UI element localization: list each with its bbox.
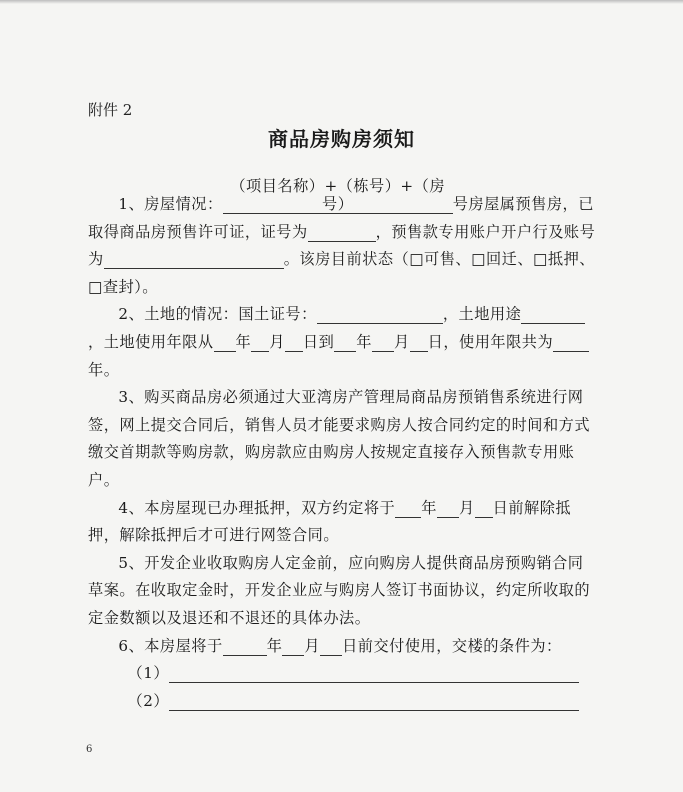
section-6 [88, 633, 598, 661]
s4-year: 年 [421, 498, 437, 517]
s2-to: 到 [318, 332, 335, 351]
s2-day-1: 日 [302, 332, 319, 351]
s2-text-e: 年。 [88, 360, 120, 379]
project-info-hint: （项目名称）+（栋号）+（房号） [230, 177, 446, 213]
status-option-available[interactable]: □可售、 [409, 250, 472, 269]
delivery-month-blank[interactable] [282, 637, 304, 656]
condition-1-blank[interactable] [169, 664, 579, 683]
attachment-label: 附件 2 [88, 101, 133, 119]
permit-number-blank[interactable] [308, 223, 376, 242]
from-month-blank[interactable] [251, 333, 269, 352]
document-title: 商品房购房须知 [268, 127, 415, 151]
s6-month: 月 [304, 636, 321, 655]
s2-text-c: ，土地使用年限从 [88, 332, 214, 351]
s4-month: 月 [458, 498, 475, 517]
s6-text-b: 日前交付使用，交楼的条件为： [342, 636, 562, 655]
release-year-blank[interactable] [395, 499, 421, 518]
condition-item-1-label: （1） [127, 664, 170, 683]
section-1 [88, 177, 598, 301]
section-4 [88, 495, 598, 550]
delivery-day-blank[interactable] [320, 637, 342, 656]
s2-text-d: ，使用年限共为 [443, 332, 554, 351]
s2-month-1: 月 [269, 332, 285, 351]
to-day-blank[interactable] [410, 333, 428, 352]
s2-year-1: 年 [235, 332, 252, 351]
section-2 [88, 301, 598, 384]
condition-2-blank[interactable] [169, 692, 579, 711]
project-info-blank[interactable] [223, 177, 453, 214]
release-month-blank[interactable] [437, 499, 459, 518]
section-5: 5、开发企业收取购房人定金前，应向购房人提供商品房预购销合同草案。在收取定金时，开发企业应与购房人签订书面协议，约定所收取的定金数额以及退还和不退还的具体办法。 [88, 553, 590, 627]
s1-text-c: ，预售款专用账户开户行及账号为 [88, 222, 596, 269]
status-option-seized[interactable]: □查封）。 [88, 277, 158, 296]
s1-text-d: 。该房目前状态（ [283, 250, 410, 269]
s2-year-2: 年 [356, 332, 372, 351]
condition-item-2-label: （2） [127, 691, 170, 710]
release-day-blank[interactable] [475, 499, 493, 518]
s6-text-a: 6、本房屋将于 [118, 636, 223, 655]
s2-day-2: 日 [427, 332, 444, 351]
section-3: 3、购买商品房必须通过大亚湾房产管理局商品房预销售系统进行网签，网上提交合同后，销售人员才能要求购房人按合同约定的时间和方式缴交首期款等购房款，购房款应由购房人按规定直接存入预售款专用账户。 [88, 388, 590, 489]
s4-text-a: 4、本房屋现已办理抵押，双方约定将于 [118, 498, 396, 517]
land-term-blank[interactable] [553, 333, 589, 352]
status-option-mortgaged[interactable]: □抵押、 [533, 250, 595, 269]
from-day-blank[interactable] [285, 333, 303, 352]
delivery-year-blank[interactable] [223, 637, 267, 656]
to-month-blank[interactable] [372, 333, 394, 352]
s1-text-b: 号房屋属预售房，已取得商品房预售许可证，证号为 [88, 195, 594, 241]
document-body [88, 177, 598, 715]
status-option-relocation[interactable]: □回迁、 [471, 250, 534, 269]
bank-account-blank[interactable] [104, 250, 284, 269]
scan-edge [0, 0, 683, 4]
land-use-blank[interactable] [521, 305, 585, 324]
s2-month-2: 月 [393, 332, 410, 351]
land-cert-blank[interactable] [317, 305, 443, 324]
to-year-blank[interactable] [334, 333, 356, 352]
s2-text-b: ，土地用途 [442, 305, 522, 324]
condition-item-2 [88, 688, 598, 716]
condition-item-1 [88, 660, 598, 688]
s2-label: 2、土地的情况：国土证号： [118, 305, 317, 324]
s4-text-b: 日前解除抵押，解除抵押后才可进行网签合同。 [88, 498, 572, 545]
s6-year: 年 [266, 636, 283, 655]
s1-label: 1、房屋情况： [118, 195, 223, 213]
page-number: 6 [86, 744, 93, 755]
from-year-blank[interactable] [214, 333, 236, 352]
